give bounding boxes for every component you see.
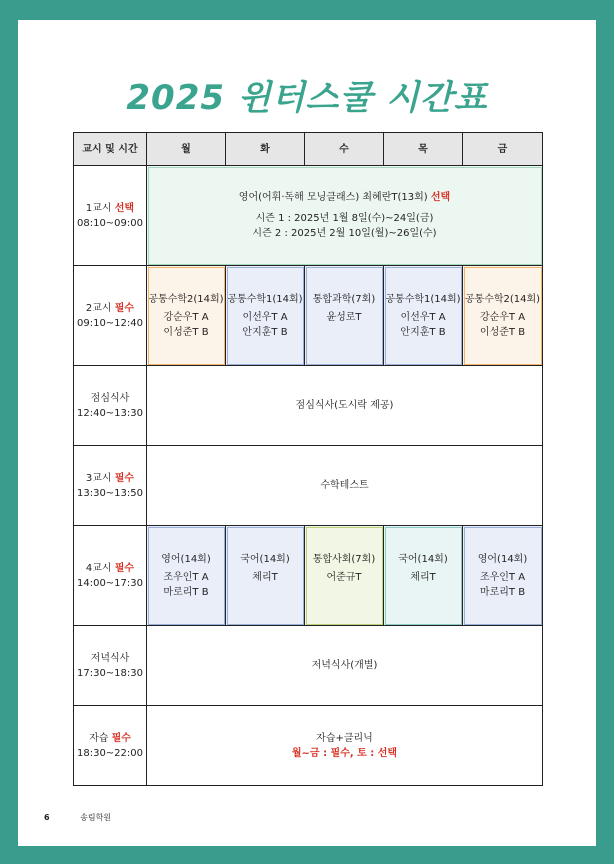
lunch-label-cell — [74, 366, 147, 446]
teacher: 이성준T B — [163, 326, 209, 338]
self-study-note: 월~금 : 필수, 토 : 선택 — [291, 747, 398, 759]
self-study-label-cell — [74, 706, 147, 786]
period-label: 1교시 — [85, 202, 112, 214]
period-time: 12:40~13:30 — [76, 407, 143, 419]
row-period-4 — [74, 526, 543, 626]
header-row — [74, 133, 543, 166]
season-2: 시즌 2 : 2025년 2월 10일(월)~26일(수) — [252, 228, 437, 239]
class-cell — [463, 266, 543, 366]
teacher: 윤성로T — [326, 311, 362, 323]
period-time: 14:00~17:30 — [76, 577, 143, 589]
row-period-1 — [74, 166, 543, 266]
teacher: 이선우T A — [242, 311, 288, 323]
period-2-label-cell — [74, 266, 147, 366]
class-cell — [226, 266, 305, 366]
header-tue: 화 — [226, 133, 305, 166]
teacher: 이성준T B — [479, 326, 526, 338]
dinner-label-cell — [74, 626, 147, 706]
period-label: 4교시 — [85, 562, 112, 574]
period-1-content — [147, 166, 543, 266]
period-label: 3교시 — [85, 472, 112, 484]
period-1-label-cell — [74, 166, 147, 266]
period-time: 13:30~13:50 — [76, 487, 143, 499]
class-cell — [384, 526, 463, 626]
page-number: 6 — [44, 813, 50, 822]
header-mon: 월 — [147, 133, 226, 166]
subject: 통합과학(7회) — [312, 293, 376, 305]
season-1: 시즌 1 : 2025년 1월 8일(수)~24일(금) — [255, 213, 434, 224]
teacher: 조우인T A — [163, 571, 209, 583]
row-self-study — [74, 706, 543, 786]
teacher: 강순우T A — [479, 311, 526, 323]
teacher — [305, 585, 383, 600]
class-cell — [305, 266, 384, 366]
class-cell — [384, 266, 463, 366]
teacher — [384, 585, 462, 600]
subject: 영어(14회) — [161, 553, 211, 565]
subject: 국어(14회) — [398, 553, 448, 565]
teacher: 조우인T A — [479, 571, 526, 583]
class-cell — [305, 526, 384, 626]
subject: 국어(14회) — [240, 553, 290, 565]
teacher: 체리T — [252, 571, 278, 583]
period-tag: 필수 — [114, 302, 135, 314]
row-period-2 — [74, 266, 543, 366]
subject: 공통수학2(14회) — [464, 293, 541, 305]
header-period: 교시 및 시간 — [74, 133, 147, 166]
period-3-content: 수학테스트 — [147, 446, 543, 526]
header-wed: 수 — [305, 133, 384, 166]
class-cell — [226, 526, 305, 626]
class-cell — [463, 526, 543, 626]
class-cell — [147, 266, 226, 366]
period-4-label-cell — [74, 526, 147, 626]
subject: 통합사회(7회) — [312, 553, 376, 565]
academy-name: 송림학원 — [80, 813, 112, 822]
subject: 영어(14회) — [477, 553, 528, 565]
teacher: 어준규T — [326, 571, 362, 583]
period-time: 17:30~18:30 — [76, 667, 143, 679]
header-thu: 목 — [384, 133, 463, 166]
timetable — [73, 132, 543, 786]
period-tag: 필수 — [114, 472, 135, 484]
period-3-label-cell — [74, 446, 147, 526]
period-tag: 필수 — [111, 732, 131, 744]
row-dinner — [74, 626, 543, 706]
teacher: 이선우T A — [400, 311, 446, 323]
subject: 공통수학1(14회) — [385, 293, 461, 305]
period-tag: 선택 — [114, 202, 135, 214]
header-fri: 금 — [463, 133, 543, 166]
period-tag: 필수 — [114, 562, 135, 574]
teacher: 마로리T B — [163, 586, 209, 598]
subject: 공통수학1(14회) — [227, 293, 303, 305]
self-study-title: 자습+클리닉 — [316, 732, 373, 744]
teacher: 체리T — [410, 571, 436, 583]
teacher: 안지훈T B — [400, 326, 446, 338]
teacher — [226, 585, 304, 600]
row-lunch — [74, 366, 543, 446]
row-period-3 — [74, 446, 543, 526]
period-label: 저녁식사 — [90, 652, 130, 664]
dinner-content: 저녁식사(개별) — [147, 626, 543, 706]
teacher — [305, 325, 383, 340]
lunch-content: 점심식사(도시락 제공) — [147, 366, 543, 446]
period-time: 18:30~22:00 — [76, 747, 143, 759]
period-label: 점심식사 — [90, 392, 130, 404]
page-title: 2025 윈터스쿨 시간표 — [126, 78, 488, 118]
cell-tag: 선택 — [430, 192, 451, 203]
teacher: 강순우T A — [163, 311, 209, 323]
teacher: 마로리T B — [479, 586, 526, 598]
period-time: 09:10~12:40 — [76, 317, 143, 329]
period-time: 08:10~09:00 — [76, 217, 143, 229]
cell-title: 영어(어휘·독해 모닝클래스) 최혜란T(13회) — [238, 192, 428, 203]
teacher: 안지훈T B — [242, 326, 288, 338]
period-label: 자습 — [89, 732, 109, 744]
page — [18, 20, 596, 846]
period-label: 2교시 — [85, 302, 112, 314]
footer — [44, 812, 111, 823]
class-cell — [147, 526, 226, 626]
self-study-content — [147, 706, 543, 786]
subject: 공통수학2(14회) — [148, 293, 224, 305]
